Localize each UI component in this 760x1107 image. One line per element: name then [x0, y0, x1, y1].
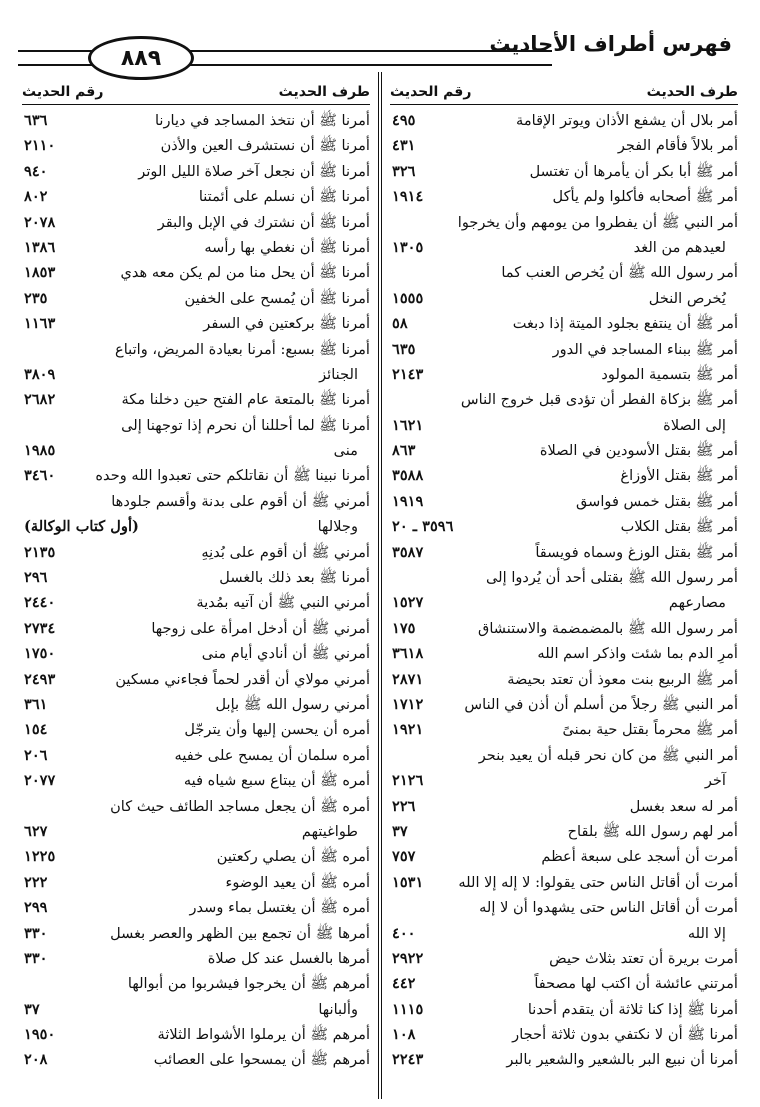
hadith-incipit: أمر النبي ﷺ رجلاً من أسلم أن أذن في الناس [464, 695, 738, 713]
hadith-number: ١٣٠٥ [392, 238, 424, 256]
index-entry [22, 871, 370, 896]
index-entry [390, 795, 738, 820]
hadith-number: ٢٨٧١ [392, 670, 424, 688]
hadith-incipit: لعيدهم من الغد [633, 238, 726, 256]
hadith-incipit: أمرنا ﷺ أن نغطي بها رأسه [204, 238, 370, 256]
hadith-number: ٣٤٦٠ [24, 467, 56, 485]
hadith-number: ٥٨ [392, 315, 408, 333]
hadith-number: ٧٥٧ [392, 848, 416, 866]
index-column-right [390, 78, 738, 1099]
hadith-number: ٤٣١ [392, 137, 416, 155]
hadith-number: ٤٤٢ [392, 975, 416, 993]
hadith-incipit: أمره ﷺ أن يعيد الوضوء [225, 873, 370, 891]
hadith-incipit: أمرنا ﷺ بركعتين في السفر [203, 315, 370, 333]
index-entry [390, 896, 738, 921]
column-header-number: رقم الحديث [390, 84, 472, 100]
index-entry [22, 388, 370, 413]
hadith-incipit: أمرنا ﷺ أن نتخذ المساجد في ديارنا [154, 112, 370, 129]
index-entry [22, 769, 370, 794]
index-entry [22, 515, 370, 540]
hadith-number: ١٩١٩ [392, 492, 424, 510]
index-entry [22, 744, 370, 769]
hadith-incipit: أمرني ﷺ أن أدخل امرأة على زوجها [151, 619, 370, 637]
index-entry [390, 1048, 738, 1073]
index-entry [390, 515, 738, 540]
hadith-incipit: أمر ﷺ بقتل خمس فواسق [575, 492, 738, 510]
hadith-incipit: أمرت أن أقاتل الناس حتى يقولوا: لا إله إلا الله [458, 873, 738, 891]
hadith-incipit: أمرني ﷺ أن أقوم على بُدنِهِ [201, 543, 370, 561]
index-entry [390, 109, 738, 134]
hadith-incipit: أمرهم ﷺ أن يرملوا الأشواط الثلاثة [157, 1026, 370, 1044]
index-entry [22, 845, 370, 870]
hadith-incipit: أمر ﷺ بزكاة الفطر أن تؤدى قبل خروج الناس [460, 391, 738, 409]
hadith-incipit: أمرت أن أسجد على سبعة أعظم [541, 848, 738, 866]
hadith-number: ٦٣٦ [24, 112, 48, 129]
hadith-incipit: أمر بلالاً فأقام الفجر [617, 137, 738, 155]
hadith-incipit: أمرني رسول الله ﷺ بإبل [215, 695, 370, 713]
hadith-number: ١٥٣١ [392, 873, 424, 891]
hadith-incipit: أمرنا ﷺ بالمتعة عام الفتح حين دخلنا مكة [121, 391, 370, 409]
hadith-number: ١١٦٣ [24, 315, 56, 333]
index-entry [22, 414, 370, 439]
index-entry [390, 439, 738, 464]
index-entry [22, 820, 370, 845]
index-entry [22, 693, 370, 718]
hadith-number: ٢٦٨٢ [24, 391, 56, 409]
running-title: فهرس أطراف الأحاديث [489, 32, 732, 56]
hadith-number: ٨٠٢ [24, 188, 48, 206]
hadith-number: ١٧١٢ [392, 695, 424, 713]
index-entry [390, 134, 738, 159]
index-entry [22, 922, 370, 947]
hadith-incipit: أمرنا ﷺ أن لا نكتفي بدون ثلاثة أحجار [512, 1026, 738, 1044]
index-entry [390, 718, 738, 743]
hadith-incipit: أمرنا أن نبيع البر بالشعير والشعير بالبر [506, 1051, 738, 1069]
hadith-number: ١٧٥ [392, 619, 416, 637]
hadith-number: ٣٦١ [24, 695, 48, 713]
column-header-number: رقم الحديث [22, 84, 104, 100]
hadith-incipit: أمرنا ﷺ إذا كنا ثلاثة أن يتقدم أحدنا [527, 1000, 738, 1018]
index-entry [390, 388, 738, 413]
index-entry [22, 439, 370, 464]
index-entry [390, 312, 738, 337]
hadith-incipit: أمر له سعد بغسل [629, 797, 738, 815]
index-entry [390, 160, 738, 185]
hadith-incipit: وألبانها [318, 1000, 358, 1018]
index-entry [390, 693, 738, 718]
entry-list [22, 105, 370, 1074]
hadith-incipit: أمره سلمان أن يمسح على خفيه [174, 746, 370, 764]
index-entry [22, 211, 370, 236]
hadith-number: ٢٤٤٠ [24, 594, 56, 612]
index-entry [390, 566, 738, 591]
hadith-number: ١٧٥٠ [24, 645, 56, 663]
index-entry [390, 338, 738, 363]
hadith-incipit: أمرهم ﷺ أن يخرجوا فيشربوا من أبوالها [127, 975, 370, 993]
hadith-incipit: أمرنا ﷺ لما أحللنا أن نحرم إذا توجهنا إلى [121, 416, 370, 434]
hadith-number: ٢١٣٥ [24, 543, 56, 561]
hadith-number: ٣٧ [392, 822, 408, 840]
index-entry [22, 287, 370, 312]
hadith-number: ٣٦١٨ [392, 645, 424, 663]
hadith-number: ١٩٥٠ [24, 1026, 56, 1044]
hadith-number: ١٩٢١ [392, 721, 424, 739]
index-entry [22, 363, 370, 388]
hadith-number: ٢١١٠ [24, 137, 56, 155]
hadith-number: ٨٦٣ [392, 442, 416, 460]
index-entry [22, 134, 370, 159]
hadith-incipit: أمرنا ﷺ أن يحل منا من لم يكن معه هدي [120, 264, 370, 282]
column-divider [378, 72, 382, 1099]
hadith-number: ٣٢٦ [392, 162, 416, 180]
hadith-number: ١٩٨٥ [24, 442, 56, 460]
index-entry [22, 1048, 370, 1073]
index-entry [22, 541, 370, 566]
hadith-incipit: أمره ﷺ أن يجعل مساجد الطائف حيث كان [110, 797, 370, 815]
hadith-number: ١٥٢٧ [392, 594, 424, 612]
index-entry [390, 998, 738, 1023]
index-entry [22, 566, 370, 591]
hadith-number: ٣٣٠ [24, 924, 48, 942]
hadith-number: ١١١٥ [392, 1000, 424, 1018]
index-entry [22, 642, 370, 667]
column-header-text: طرف الحديث [646, 84, 738, 100]
hadith-number: ٢٠٧٧ [24, 772, 56, 790]
hadith-number: (أول كتاب الوكالة) [24, 518, 139, 536]
hadith-incipit: أمرها ﷺ أن تجمع بين الظهر والعصر بغسل [110, 924, 370, 942]
hadith-incipit: أمر ﷺ أن ينتفع بجلود الميتة إذا دبغت [512, 315, 738, 333]
hadith-number: ٢٢٦ [392, 797, 416, 815]
index-entry [390, 591, 738, 616]
index-entry [390, 617, 738, 642]
hadith-number: ٢٢٢ [24, 873, 48, 891]
hadith-incipit: أمر ﷺ محرماً بقتل حية بمنىً [562, 721, 738, 739]
hadith-number: ٣٥٨٨ [392, 467, 424, 485]
hadith-incipit: أمرِ الدم بما شئت واذكر اسم الله [537, 645, 738, 663]
index-entry [390, 464, 738, 489]
page-number: ٨٨٩ [120, 45, 162, 71]
index-column-left [22, 78, 370, 1099]
index-entry [22, 591, 370, 616]
hadith-incipit: أمر ﷺ ببناء المساجد في الدور [552, 340, 738, 358]
index-entry [390, 211, 738, 236]
hadith-number: ١٩١٤ [392, 188, 424, 206]
hadith-number: ٢٩٦ [24, 569, 48, 587]
hadith-incipit: أمر النبي ﷺ من كان نحر قبله أن يعيد بنحر [478, 746, 738, 764]
hadith-number: ٢٠٧٨ [24, 213, 56, 231]
hadith-incipit: أمر ﷺ أصحابه فأكلوا ولم يأكل [552, 188, 738, 206]
index-entry [390, 871, 738, 896]
hadith-incipit: أمرنا ﷺ بسبع: أمرنا بعيادة المريض، واتباع [115, 340, 370, 358]
index-entry [390, 947, 738, 972]
index-entry [390, 769, 738, 794]
column-header [22, 78, 370, 105]
hadith-number: ٢٢٤٣ [392, 1051, 424, 1069]
hadith-incipit: أمر ﷺ بقتل الأسودين في الصلاة [539, 442, 738, 460]
column-header-text: طرف الحديث [278, 84, 370, 100]
hadith-incipit: أمرنا ﷺ بعد ذلك بالغسل [219, 569, 370, 587]
hadith-number: ١٥٤ [24, 721, 48, 739]
entry-list [390, 105, 738, 1074]
hadith-number: ٣٥٩٦ ـ ٢٠ [392, 518, 454, 536]
hadith-incipit: طواغيتهم [301, 822, 358, 840]
index-entry [22, 236, 370, 261]
index-entry [22, 998, 370, 1023]
index-entry [390, 744, 738, 769]
hadith-number: ٢١٤٣ [392, 365, 424, 383]
hadith-number: ٢٩٩ [24, 899, 48, 917]
index-entry [390, 541, 738, 566]
hadith-number: ٦٢٧ [24, 822, 48, 840]
hadith-number: ١٥٥٥ [392, 289, 424, 307]
hadith-incipit: أمرني مولاي أن أقدر لحماً فجاءني مسكين [115, 670, 370, 688]
hadith-number: ٢٩٢٢ [392, 949, 424, 967]
hadith-number: ٦٣٥ [392, 340, 416, 358]
hadith-incipit: منى [333, 442, 358, 460]
hadith-incipit: أمرني ﷺ أن أقوم على بدنة وأقسم جلودها [111, 492, 370, 510]
index-entry [390, 922, 738, 947]
hadith-number: ١٠٨ [392, 1026, 416, 1044]
index-entry [22, 947, 370, 972]
hadith-incipit: مصارعهم [668, 594, 726, 612]
hadith-number: ٢٠٦ [24, 746, 48, 764]
hadith-number: ١٦٢١ [392, 416, 424, 434]
index-entry [22, 109, 370, 134]
hadith-number: ٣٣٠ [24, 949, 48, 967]
hadith-number: ٢٣٥ [24, 289, 48, 307]
index-entry [390, 185, 738, 210]
hadith-incipit: أمر النبي ﷺ أن يفطروا من يومهم وأن يخرجوا [457, 213, 738, 231]
index-entry [22, 972, 370, 997]
hadith-incipit: أمرني النبي ﷺ أن آتيه بمُدية [196, 594, 370, 612]
hadith-number: ٤٩٥ [392, 112, 416, 129]
hadith-incipit: أمرنا ﷺ أن نسلم على أئمتنا [198, 188, 370, 206]
index-entry [390, 414, 738, 439]
hadith-incipit: أمرتني عائشة أن اكتب لها مصحفاً [534, 975, 738, 993]
index-entry [22, 261, 370, 286]
hadith-incipit: أمرنا ﷺ أن نستشرف العين والأذن [160, 137, 370, 155]
hadith-number: ٩٤٠ [24, 162, 48, 180]
hadith-incipit: أمره أن يحسن إليها وأن يترجّل [184, 721, 370, 739]
hadith-incipit: أمر ﷺ بقتل الأوزاغ [620, 467, 738, 485]
hadith-number: ٣٨٠٩ [24, 365, 56, 383]
hadith-number: ٣٥٨٧ [392, 543, 424, 561]
index-entry [22, 338, 370, 363]
index-entry [390, 845, 738, 870]
hadith-number: ٢٤٩٣ [24, 670, 56, 688]
hadith-incipit: أمرني ﷺ أن أنادي أيام منى [201, 645, 370, 663]
hadith-incipit: أمرها بالغسل عند كل صلاة [207, 949, 370, 967]
hadith-incipit: أمرت بريرة أن تعتد بثلاث حيض [549, 949, 738, 967]
hadith-incipit: أمر ﷺ الربيع بنت معوذ أن تعتد بحيضة [507, 670, 738, 688]
hadith-incipit: آخر [704, 772, 726, 790]
index-entry [22, 617, 370, 642]
hadith-incipit: أمر بلال أن يشفع الأذان ويوتر الإقامة [516, 112, 738, 129]
index-entry [22, 464, 370, 489]
index-entry [22, 718, 370, 743]
hadith-number: ١٨٥٣ [24, 264, 56, 282]
index-entry [390, 363, 738, 388]
index-entry [390, 820, 738, 845]
index-entry [390, 972, 738, 997]
index-entry [22, 795, 370, 820]
index-entry [390, 287, 738, 312]
hadith-number: ٤٠٠ [392, 924, 416, 942]
hadith-incipit: أمر ﷺ بقتل الكلاب [620, 518, 738, 536]
column-header [390, 78, 738, 105]
index-entry [22, 312, 370, 337]
hadith-incipit: أمر رسول الله ﷺ بالمضمضمة والاستنشاق [478, 619, 738, 637]
index-entry [390, 236, 738, 261]
hadith-incipit: أمر ﷺ أبا بكر أن يأمرها أن تغتسل [529, 162, 738, 180]
index-entry [390, 642, 738, 667]
hadith-number: ٢٧٣٤ [24, 619, 56, 637]
index-entry [22, 185, 370, 210]
hadith-incipit: أمر ﷺ بتسمية المولود [601, 365, 738, 383]
index-entry [390, 668, 738, 693]
hadith-number: ٢٠٨ [24, 1051, 48, 1069]
header-rule-left [18, 50, 88, 66]
hadith-number: ٣٧ [24, 1000, 40, 1018]
hadith-incipit: أمره ﷺ أن يصلي ركعتين [216, 848, 370, 866]
hadith-incipit: أمر رسول الله ﷺ بقتلى أحد أن يُردوا إلى [486, 569, 738, 587]
hadith-incipit: أمرنا ﷺ أن يُمسح على الخفين [184, 289, 370, 307]
hadith-incipit: أمره ﷺ أن يبتاع سبع شياه فيه [183, 772, 370, 790]
hadith-incipit: إلى الصلاة [663, 416, 726, 434]
index-entry [22, 1023, 370, 1048]
index-entry [390, 261, 738, 286]
hadith-number: ١٢٢٥ [24, 848, 56, 866]
hadith-number: ١٣٨٦ [24, 238, 56, 256]
hadith-incipit: أمر ﷺ بقتل الوزغ وسماه فويسقاً [535, 543, 738, 561]
hadith-incipit: وجلالها [317, 518, 358, 536]
hadith-incipit: يُخرص النخل [648, 289, 726, 307]
hadith-incipit: الجنائز [319, 365, 358, 383]
index-entry [390, 1023, 738, 1048]
hadith-incipit: أمرنا ﷺ أن نجعل آخر صلاة الليل الوتر [138, 162, 370, 180]
index-entry [22, 160, 370, 185]
hadith-incipit: أمرنا نبينا ﷺ أن نقاتلكم حتى تعبدوا الله وحده [95, 467, 370, 485]
hadith-incipit: أمره ﷺ أن يغتسل بماء وسدر [189, 899, 370, 917]
index-entry [22, 668, 370, 693]
hadith-incipit: أمر لهم رسول الله ﷺ بلقاح [567, 822, 738, 840]
page-header [18, 22, 742, 78]
hadith-incipit: أمر رسول الله ﷺ أن يُخرص العنب كما [501, 264, 738, 282]
hadith-incipit: أمرهم ﷺ أن يمسحوا على العصائب [153, 1051, 370, 1069]
hadith-incipit: أمرنا ﷺ أن نشترك في الإبل والبقر [157, 213, 370, 231]
hadith-incipit: إلا الله [687, 924, 726, 942]
hadith-incipit: أمرت أن أقاتل الناس حتى يشهدوا أن لا إله [479, 899, 738, 917]
index-entry [22, 896, 370, 921]
index-entry [22, 490, 370, 515]
hadith-number: ٢١٢٦ [392, 772, 424, 790]
page-number-badge [88, 36, 194, 80]
index-entry [390, 490, 738, 515]
